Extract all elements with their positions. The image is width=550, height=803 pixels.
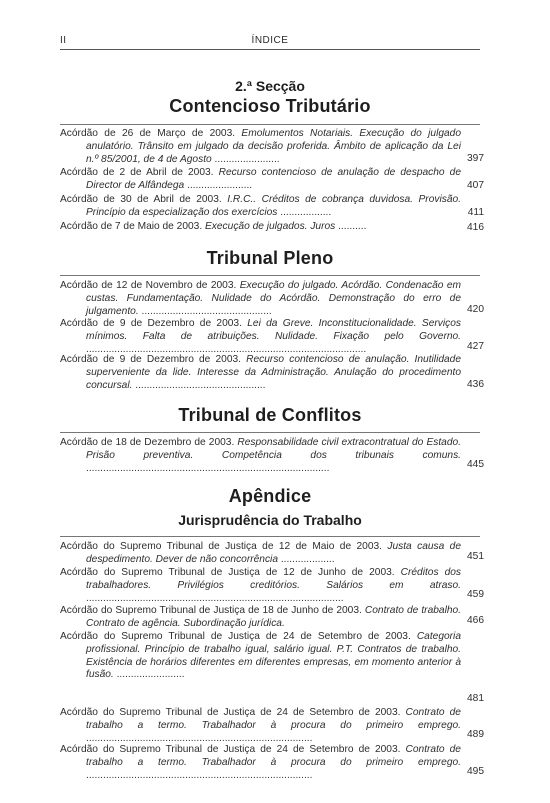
leader-dots: ...................................................................................................: [86, 343, 367, 355]
entry-date: Acórdão do Supremo Tribunal de Justiça de 18 de Junho de 2003.: [60, 605, 365, 616]
entry-date: Acórdão do Supremo Tribunal de Justiça de 24 de Setembro de 2003.: [60, 707, 406, 718]
entry-date: Acórdão de 26 de Março de 2003.: [60, 128, 242, 139]
section-divider: [60, 432, 480, 433]
leader-dots: ........................: [113, 669, 185, 681]
entry-date: Acórdão do Supremo Tribunal de Justiça de 12 de Junho de 2003.: [60, 567, 401, 578]
index-entry[interactable]: [60, 167, 461, 193]
entry-subject: Contrato de trabalho. Contrato de agência. Subordinação jurídica.: [86, 605, 461, 629]
section-title-contencioso: Contencioso Tributário: [169, 96, 371, 116]
index-entry[interactable]: [60, 194, 461, 220]
section-divider: [60, 124, 480, 125]
entry-page: 416: [467, 222, 484, 233]
running-title: ÍNDICE: [251, 35, 289, 46]
entry-page: 420: [467, 304, 484, 315]
entry-page: 445: [467, 459, 484, 470]
entry-subject: Categoria profissional. Princípio de trabalho igual, salário igual. P.T. Contratos de trabalho. Existência de horários diferentes em diferentes empresas, em momento anterior à fusão.: [86, 631, 461, 681]
leader-dots: ...........................................................................................: [86, 592, 344, 604]
entry-date: Acórdão de 9 de Dezembro de 2003.: [60, 354, 247, 365]
leader-dots: ......................................................................................: [86, 462, 330, 474]
index-entry[interactable]: [60, 437, 461, 475]
leader-dots: .......................: [211, 153, 280, 165]
entry-subject: Emolumentos Notariais. Execução do julgado anulatório. Trânsito em julgado da decisão proferida. Âmbito de aplicação da Lei n.º 85/2001, de 4 de Agosto: [86, 128, 461, 165]
index-entry[interactable]: [60, 605, 461, 631]
entry-page: 407: [467, 180, 484, 191]
entry-date: Acórdão de 7 de Maio de 2003.: [60, 221, 205, 232]
entry-page: 397: [467, 153, 484, 164]
leader-dots: ..............................................: [138, 305, 272, 317]
entry-date: Acórdão de 18 de Dezembro de 2003.: [60, 437, 238, 448]
entry-subject: Créditos dos trabalhadores. Privilégios creditórios. Salários em atraso.: [86, 567, 461, 591]
index-entry[interactable]: [60, 318, 461, 356]
page-number: II: [60, 35, 67, 46]
leader-dots: ..........: [335, 221, 367, 232]
entry-date: Acórdão do Supremo Tribunal de Justiça de 12 de Maio de 2003.: [60, 541, 388, 552]
entry-subject: I.R.C.. Créditos de cobrança duvidosa. Provisão. Princípio da especialização dos exercícios: [86, 194, 461, 218]
entry-subject: Lei da Greve. Inconstitucionalidade. Serviços mínimos. Falta de atribuições. Nulidade. Fixação pelo Governo.: [86, 318, 461, 342]
index-entry[interactable]: [60, 280, 461, 318]
section-divider: [60, 536, 480, 537]
index-entry[interactable]: [60, 221, 461, 234]
index-entry[interactable]: [60, 128, 461, 166]
index-entry[interactable]: [60, 631, 461, 682]
entry-subject: Execução do julgado. Acórdão. Condenacão em custas. Fundamentação. Nulidade do Acórdão. Demonstração do erro de julgamento.: [86, 280, 461, 317]
index-entry[interactable]: [60, 707, 461, 745]
entry-subject: Contrato de trabalho a termo. Trabalhador à procura do primeiro emprego.: [86, 707, 461, 731]
entry-date: Acórdão de 12 de Novembro de 2003.: [60, 280, 240, 291]
entry-page: 459: [467, 589, 484, 600]
section-subtitle-trabalho: Jurisprudência do Trabalho: [178, 512, 362, 528]
leader-dots: ................................................................................: [86, 732, 313, 744]
entry-page: 481: [467, 693, 484, 704]
section-title-conflitos: Tribunal de Conflitos: [178, 405, 362, 425]
entry-date: Acórdão de 9 de Dezembro de 2003.: [60, 318, 248, 329]
leader-dots: ..............................................: [132, 379, 266, 391]
section-title-apendice: Apêndice: [228, 486, 312, 506]
entry-subject: Recurso contencioso de anulação. Inutilidade superveniente da lide. Interesse da Administração. Anulação do procedimento concursal.: [86, 354, 461, 391]
section-divider: [60, 275, 480, 276]
entry-subject: Responsabilidade civil extracontratual do Estado. Prisão preventiva. Competência dos tribunais comuns.: [86, 437, 461, 461]
entry-subject: Execução de julgados. Juros: [205, 221, 336, 232]
leader-dots: ................................................................................: [86, 769, 313, 781]
leader-dots: ..................: [277, 206, 332, 218]
entry-page: 495: [467, 766, 484, 777]
entry-page: 411: [467, 207, 484, 218]
entry-date: Acórdão do Supremo Tribunal de Justiça de 24 de Setembro de 2003.: [60, 631, 417, 642]
entry-date: Acórdão do Supremo Tribunal de Justiça de 24 de Setembro de 2003.: [60, 744, 406, 755]
running-header: [60, 33, 480, 50]
entry-date: Acórdão de 30 de Abril de 2003.: [60, 194, 228, 205]
leader-dots: ...................: [277, 553, 335, 565]
entry-page: 436: [467, 379, 484, 390]
entry-date: Acórdão de 2 de Abril de 2003.: [60, 167, 219, 178]
entry-page: 451: [467, 551, 484, 562]
index-entry[interactable]: [60, 354, 461, 392]
entry-page: 466: [467, 615, 484, 626]
entry-subject: Contrato de trabalho a termo. Trabalhador à procura do primeiro emprego.: [86, 744, 461, 768]
index-entry[interactable]: [60, 744, 461, 782]
leader-dots: .......................: [184, 179, 253, 191]
section-title-pleno: Tribunal Pleno: [206, 248, 334, 268]
index-entry[interactable]: [60, 541, 461, 567]
index-entry[interactable]: [60, 567, 461, 605]
entry-page: 489: [467, 729, 484, 740]
entry-subject: Recurso contencioso de anulação de despacho de Director de Alfândega: [86, 167, 461, 191]
entry-subject: Justa causa de despedimento. Dever de não concorrência: [86, 541, 462, 565]
entry-page: 427: [467, 341, 484, 352]
section-subtitle-seccao: 2.ª Secção: [235, 78, 305, 94]
